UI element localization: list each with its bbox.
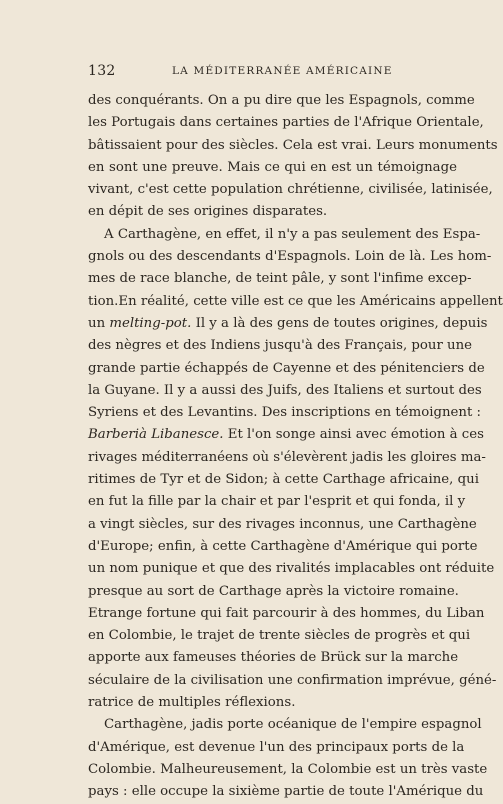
text-line: grande partie échappés de Cayenne et des pénitenciers de (88, 360, 485, 376)
italic-term: Barberià Libanesce. (88, 427, 224, 443)
text-line (88, 424, 484, 446)
text-line: séculaire de la civilisation une confirmation imprévue, géné- (88, 672, 497, 688)
text-segment: un (88, 315, 110, 331)
text-line: rivages méditerranéens où s'élevèrent jadis les gloires ma- (88, 449, 486, 465)
text-line: mes de race blanche, de teint pâle, y sont l'infime excep- (88, 271, 472, 287)
paragraph-start-line: Carthagène, jadis porte océanique de l'empire espagnol (104, 717, 482, 733)
text-line: gnols ou des descendants d'Espagnols. Loin de là. Les hom- (88, 249, 492, 265)
text-line: Colombie. Malheureusement, la Colombie est un très vaste (88, 761, 488, 777)
text-line: a vingt siècles, sur des rivages inconnus, une Carthagène (88, 516, 477, 532)
text-line: Etrange fortune qui fait parcourir à des hommes, du Liban (88, 605, 485, 621)
text-line: en dépit de ses origines disparates. (88, 204, 328, 220)
text-line (88, 313, 488, 335)
text-line: tion.En réalité, cette ville est ce que les Américains appellent (88, 293, 503, 309)
text-line: des conquérants. On a pu dire que les Espagnols, comme (88, 93, 475, 108)
text-line: en Colombie, le trajet de trente siècles de progrès et qui (88, 628, 471, 644)
text-line: pays : elle occupe la sixième partie de toute l'Amérique du (88, 784, 484, 800)
text-line: ratrice de multiples réflexions. (88, 695, 296, 711)
text-line: la Guyane. Il y a aussi des Juifs, des Italiens et surtout des (88, 382, 482, 398)
paragraph-start-line: A Carthagène, en effet, il n'y a pas seulement des Espa- (104, 226, 481, 242)
text-line: les Portugais dans certaines parties de l'Afrique Orientale, (88, 115, 484, 131)
text-segment: Il y a là des gens de toutes origines, depuis (191, 315, 488, 331)
text-line: d'Amérique, est devenue l'un des principaux ports de la (88, 739, 465, 755)
text-line: en fut la fille par la chair et par l'esprit et qui fonda, il y (88, 494, 466, 510)
text-line: presque au sort de Carthage après la victoire romaine. (88, 583, 459, 599)
running-head: LA MÉDITERRANÉE AMÉRICAINE (172, 65, 393, 77)
text-line: vivant, c'est cette population chrétienne, civilisée, latinisée, (88, 182, 493, 198)
page-number: 132 (88, 63, 116, 79)
text-line: Syriens et des Levantins. Des inscriptions en témoignent : (88, 405, 482, 421)
text-line: d'Europe; enfin, à cette Carthagène d'Amérique qui porte (88, 538, 478, 554)
text-segment: Et l'on songe ainsi avec émotion à ces (223, 427, 484, 443)
text-line: apporte aux fameuses théories de Brück sur la marche (88, 650, 459, 666)
italic-term: melting-pot. (109, 315, 192, 331)
text-line: bâtissaient pour des siècles. Cela est vrai. Leurs monuments (88, 137, 498, 153)
body-text (88, 90, 503, 804)
text-line: ritimes de Tyr et de Sidon; à cette Carthage africaine, qui (88, 472, 479, 488)
page-header (88, 63, 457, 81)
text-line: un nom punique et que des rivalités implacables ont réduite (88, 561, 495, 577)
text-line: des nègres et des Indiens jusqu'à des Français, pour une (88, 338, 473, 354)
text-line: en sont une preuve. Mais ce qui en est un témoignage (88, 159, 457, 175)
